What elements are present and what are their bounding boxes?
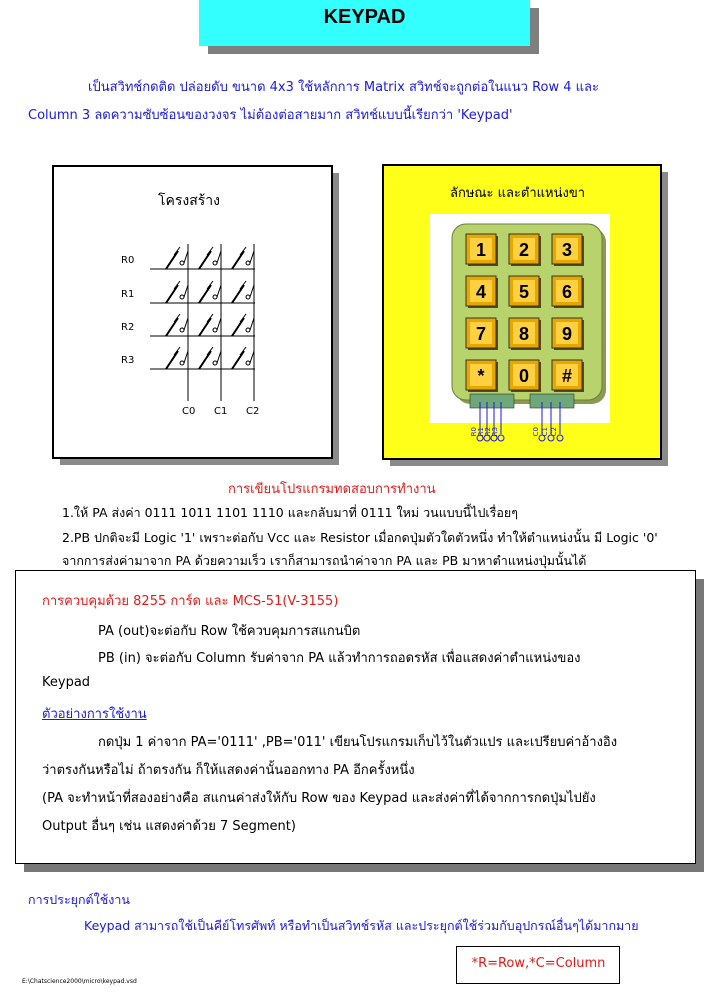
key-label: 1 <box>475 240 487 260</box>
key-9 <box>552 318 584 350</box>
key-0 <box>509 360 541 392</box>
key-7 <box>466 318 498 350</box>
switch-r2-c2 <box>232 314 254 336</box>
page-title: KEYPAD <box>323 6 406 28</box>
pin-label-r2: R2 <box>484 427 492 437</box>
key-label: 5 <box>518 282 530 302</box>
key-label: * <box>477 366 485 386</box>
key-label: # <box>561 366 573 386</box>
key-1 <box>466 234 498 266</box>
key-8 <box>509 318 541 350</box>
control-pb: PB (in) จะต่อกับ Column รับค่าจาก PA แล้วทำการถอดรหัส เพื่อแสดงค่าตำแหน่งของ <box>98 651 581 666</box>
row-label-r3: R3 <box>121 355 135 366</box>
switch-r0-c2 <box>232 247 254 269</box>
key-4 <box>466 276 498 308</box>
file-path: E:\Chatscience2000\micro\keypad.vsd <box>22 978 137 985</box>
key-label: 7 <box>475 324 487 344</box>
key-3 <box>552 234 584 266</box>
test-program-line-3: จากการส่งค่ามาจาก PA ด้วยความเร็ว เราก็สามารถนำค่าจาก PA และ PB มาหาตำแหน่งปุ่มนั้นได้ <box>62 553 587 568</box>
switch-r3-c2 <box>232 347 254 369</box>
matrix-diagram <box>110 236 290 426</box>
application-heading: การประยุกต์ใช้งาน <box>28 892 130 907</box>
switch-r1-c2 <box>232 281 254 303</box>
application-text: Keypad สามารถใช้เป็นคีย์โทรศัพท์ หรือทำเป็นสวิทช์รหัส และประยุกต์ใช้ร่วมกับอุปกรณ์อื่นๆได้มากมาย <box>84 918 639 933</box>
test-program-heading: การเขียนโปรแกรมทดสอบการทำงาน <box>228 482 436 497</box>
key-label: 4 <box>475 282 487 302</box>
switch-r1-c0 <box>166 281 188 303</box>
key-label: 0 <box>518 366 530 386</box>
control-heading: การควบคุมด้วย 8255 การ์ด และ MCS-51(V-3155) <box>42 594 339 609</box>
intro-line-2: Column 3 ลดความซับซ้อนของวงจร ไม่ต้องต่อสายมาก สวิทช์แบบนี้เรียกว่า 'Keypad' <box>28 108 513 123</box>
key-star <box>466 360 498 392</box>
col-label-c1: C1 <box>214 406 228 417</box>
keypad-heading: ลักษณะ และตำแหน่งขา <box>450 186 586 201</box>
switch-r3-c1 <box>199 347 221 369</box>
test-program-line-2: 2.PB ปกติจะมี Logic '1' เพราะต่อกับ Vcc และ Resistor เมื่อกดปุ่มตัวใดตัวหนึ่ง ทำให้ตำแหน่งนั้น มี Logic '0' <box>62 530 658 545</box>
switch-r2-c0 <box>166 314 188 336</box>
pin-label-c0: C0 <box>532 427 540 437</box>
key-label: 9 <box>561 324 573 344</box>
test-program-line-1: 1.ให้ PA ส่งค่า 0111 1011 1101 1110 และกลับมาที่ 0111 ใหม่ วนแบบนี้ไปเรื่อยๆ <box>62 505 518 520</box>
pin-label-r1: R1 <box>477 427 485 437</box>
example-line-2: ว่าตรงกันหรือไม่ ถ้าตรงกัน ก็ให้แสดงค่านั้นออกทาง PA อีกครั้งหนึ่ง <box>42 763 415 778</box>
key-label: 6 <box>561 282 573 302</box>
pin-label-r3: R3 <box>491 427 499 437</box>
key-label: 2 <box>518 240 530 260</box>
col-label-c0: C0 <box>182 406 196 417</box>
pin-label-r0: R0 <box>470 427 478 437</box>
control-pa: PA (out)จะต่อกับ Row ใช้ควบคุมการสแกนบิต <box>98 624 361 639</box>
example-line-1: กดปุ่ม 1 ค่าจาก PA='0111' ,PB='011' เขียนโปรแกรมเก็บไว้ในตัวแปร และเปรียบค่าอ้างอิง <box>98 735 618 750</box>
legend-note: *R=Row,*C=Column <box>471 956 606 971</box>
col-label-c2: C2 <box>246 406 260 417</box>
example-line-3: (PA จะทำหน้าที่สองอย่างคือ สแกนค่าส่งให้กับ Row ของ Keypad และส่งค่าที่ได้จากการกดปุ่มไปยัง <box>42 791 596 806</box>
key-5 <box>509 276 541 308</box>
key-label: 8 <box>518 324 530 344</box>
switch-r2-c1 <box>199 314 221 336</box>
switch-r0-c1 <box>199 247 221 269</box>
switch-r0-c0 <box>166 247 188 269</box>
pin-label-c2: C2 <box>550 427 558 437</box>
switch-r1-c1 <box>199 281 221 303</box>
example-heading: ตัวอย่างการใช้งาน <box>42 707 147 722</box>
keypad-image <box>450 222 610 412</box>
pin-label-c1: C1 <box>541 427 549 437</box>
structure-heading: โครงสร้าง <box>158 193 221 209</box>
row-label-r0: R0 <box>121 255 135 266</box>
key-hash <box>552 360 584 392</box>
row-label-r1: R1 <box>121 289 135 300</box>
switch-r3-c0 <box>166 347 188 369</box>
key-label: 3 <box>561 240 573 260</box>
key-6 <box>552 276 584 308</box>
example-line-4: Output อื่นๆ เช่น แสดงค่าด้วย 7 Segment) <box>42 819 296 834</box>
intro-line-1: เป็นสวิทช์กดติด ปล่อยดับ ขนาด 4x3 ใช้หลักการ Matrix สวิทช์จะถูกต่อในแนว Row 4 และ <box>88 80 599 95</box>
control-pb-cont: Keypad <box>42 675 91 690</box>
row-label-r2: R2 <box>121 322 135 333</box>
key-2 <box>509 234 541 266</box>
keypad-pins <box>470 400 580 446</box>
